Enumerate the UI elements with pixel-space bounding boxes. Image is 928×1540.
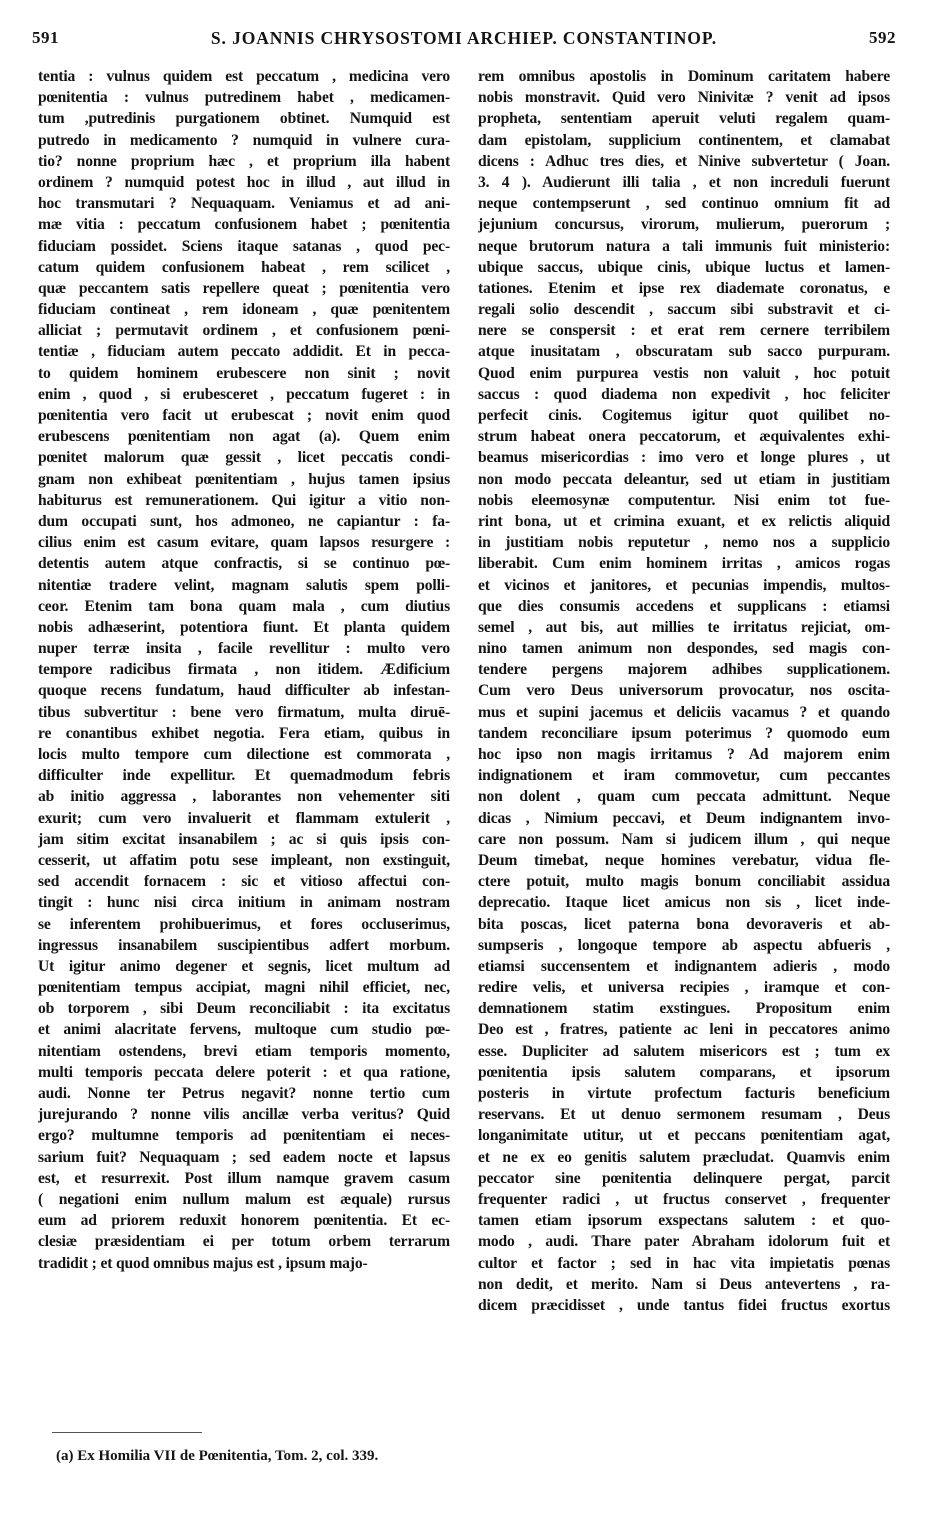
text-line: tempore radicibus firmata , non itidem. Ædificium bbox=[38, 661, 450, 679]
running-title: S. JOANNIS CHRYSOSTOMI ARCHIEP. CONSTANTINOP. bbox=[210, 28, 718, 48]
text-line: care non possum. Nam si judicem illum , qui neque bbox=[478, 830, 890, 848]
text-line: non modo peccata deleantur, sed ut etiam in justitiam bbox=[478, 470, 890, 488]
text-line: jam sitim excitat insanabilem ; ac si quis ipsis con- bbox=[38, 830, 450, 848]
text-line: ubique saccus, ubique cinis, ubique luctus et lamen- bbox=[478, 258, 890, 276]
text-line: posteris in virtute profectum facturis beneficium bbox=[478, 1085, 890, 1102]
text-line: semel , aut bis, aut millies te irritatus rejiciat, om- bbox=[478, 618, 890, 636]
text-line: sed accendit fornacem : sic et vitioso affectui con- bbox=[38, 873, 450, 891]
text-line: tentiæ , fiduciam autem peccato addidit. Et in pecca- bbox=[38, 343, 450, 361]
text-line: mus et supini jacemus et deliciis vacamus ? et quando bbox=[478, 703, 890, 721]
text-line: peccator sine pœnitentia delinquere pergat, parcit bbox=[478, 1169, 890, 1187]
text-line: Quod enim purpurea vestis non valuit , hoc potuit bbox=[478, 364, 890, 382]
text-line: perfecit cinis. Cogitemus igitur quot quilibet no- bbox=[478, 407, 890, 424]
text-line: atque inusitatam , obscuratam sub sacco purpuram. bbox=[478, 343, 890, 361]
text-line: sarium fuit? Nequaquam ; sed eadem nocte et lapsus bbox=[38, 1148, 450, 1166]
text-line: ctere potuit, multo magis bonum conciliabit assidua bbox=[478, 873, 890, 891]
text-line: jurejurando ? nonne vilis ancillæ verba veritus? Quid bbox=[38, 1106, 450, 1124]
text-line: in justitiam nobis reputetur , nemo nos a supplicio bbox=[478, 534, 890, 552]
text-line: erubescens pœnitentiam non agat (a). Quem enim bbox=[38, 428, 450, 446]
text-line: est, et resurrexit. Post illum namque gravem casum bbox=[38, 1169, 450, 1187]
text-line: ergo? multumne temporis ad pœnitentiam ei neces- bbox=[38, 1127, 450, 1145]
text-line: bita poscas, licet paterna bona devoraveris et ab- bbox=[478, 915, 890, 933]
text-line: rem omnibus apostolis in Dominum caritatem habere bbox=[478, 68, 890, 85]
page-number-right: 592 bbox=[869, 28, 896, 47]
text-line: cultor et factor ; sed in hac vita impietatis pœnas bbox=[478, 1254, 890, 1272]
text-line: nuper terræ insita , facile revellitur : multo vero bbox=[38, 640, 450, 658]
text-line: longanimitate utitur, ut et peccans pœnitentiam agat, bbox=[478, 1127, 890, 1145]
text-line: dicem præcidisset , unde tantus fidei fructus exortus bbox=[478, 1296, 890, 1314]
text-line: et ne ex eo genitis salutem præcludat. Quamvis enim bbox=[478, 1148, 890, 1166]
text-line: Deum timebat, neque homines verebatur, vidua fle- bbox=[478, 851, 890, 869]
text-line: non dolent , quam cum peccata admittunt. Neque bbox=[478, 788, 890, 806]
text-line: eum ad priorem reduxit honorem pœnitentia. Et ec- bbox=[38, 1212, 450, 1230]
text-line: tamen etiam ipsorum exspectans salutem : et quo- bbox=[478, 1212, 890, 1230]
text-line: dicens : Adhuc tres dies, et Ninive subvertetur ( Joan. bbox=[478, 152, 890, 170]
text-line: nitentiæ tradere velint, magnam salutis spem polli- bbox=[38, 576, 450, 594]
text-line: locis multo tempore cum dilectione est commorata , bbox=[38, 746, 450, 763]
text-line: deprecatio. Itaque licet amicus non sis , licet inde- bbox=[478, 894, 890, 912]
text-line: nobis adhæserint, potentiora fiunt. Et planta quidem bbox=[38, 618, 450, 636]
text-line: jejunium concursus, virorum, mulierum, puerorum ; bbox=[478, 216, 890, 234]
text-line: neque brutorum natura a tali immunis fuit ministerio: bbox=[478, 237, 890, 255]
text-line: pœnitentia vero facit ut erubescat ; novit enim quod bbox=[38, 407, 450, 424]
text-line: fiduciam possidet. Sciens itaque satanas , quod pec- bbox=[38, 237, 450, 255]
text-line: ab initio aggressa , laborantes non vehementer siti bbox=[38, 788, 450, 806]
text-line: enim , quod , si erubesceret , peccatum fugeret : in bbox=[38, 385, 450, 403]
footnote-rule bbox=[52, 1432, 202, 1433]
text-line: beamus misericordias : imo vero et longe plures , ut bbox=[478, 449, 890, 467]
text-line: esse. Dupliciter ad salutem misericors est ; tum ex bbox=[478, 1042, 890, 1060]
text-line: pœnitentia : vulnus putredinem habet , medicamen- bbox=[38, 89, 450, 107]
text-line: exurit; cum vero invaluerit et flammam extulerit , bbox=[38, 809, 450, 827]
text-line: liberabit. Cum enim hominem irritas , amicos rogas bbox=[478, 555, 890, 573]
footnote: (a) Ex Homilia VII de Pœnitentia, Tom. 2, col. 339. bbox=[56, 1448, 379, 1464]
text-line: redire velis, et universa recipies , iramque et con- bbox=[478, 979, 890, 997]
text-line: ordinem ? numquid potest hoc in illud , aut illud in bbox=[38, 173, 450, 191]
text-line: Deo est , fratres, patiente ac leni in peccatores animo bbox=[478, 1021, 890, 1039]
text-line: cesserit, ut affatim potu sese impleant, non exstinguit, bbox=[38, 851, 450, 869]
text-line: gnam non exhibeat pœnitentiam , hujus tamen ipsius bbox=[38, 470, 450, 488]
text-line: multi temporis peccata delere poterit : et qua ratione, bbox=[38, 1063, 450, 1081]
text-line: tationes. Etenim et ipse rex diademate coronatus, e bbox=[478, 279, 890, 297]
text-line: nino tamen animum non despondes, sed magis con- bbox=[478, 640, 890, 658]
text-line: fiduciam contineat , rem idoneam , quæ pœnitentem bbox=[38, 301, 450, 319]
text-line: strum habeat onera peccatorum, et æquivalentes exhi- bbox=[478, 428, 890, 446]
text-line: dum occupati sunt, hos admoneo, ne capiantur : fa- bbox=[38, 512, 450, 530]
text-line: nobis monstravit. Quid vero Ninivitæ ? venit ad ipsos bbox=[478, 89, 890, 107]
page-header bbox=[28, 28, 900, 58]
text-line: tio? nonne proprium hæc , et proprium illa habent bbox=[38, 152, 450, 170]
text-line: nobis eleemosynæ computentur. Nisi enim tot fue- bbox=[478, 491, 890, 509]
text-line: que dies consumis accedens et supplicans : etiamsi bbox=[478, 597, 890, 615]
text-line: saccus : quod diadema non expedivit , hoc feliciter bbox=[478, 385, 890, 403]
text-line: catum quidem confusionem habeat , rem scilicet , bbox=[38, 258, 450, 276]
text-line: cilius enim est casum evitare, quam lapsos resurgere : bbox=[38, 534, 450, 552]
text-line: propheta, sententiam aperuit veluti regalem quam- bbox=[478, 110, 890, 128]
text-line: hoc ipso non magis irritamus ? Ad majorem enim bbox=[478, 746, 890, 763]
text-line: quæ peccantem satis repellere queat ; pœnitentia vero bbox=[38, 279, 450, 297]
text-line: pœnitentiam tempus accipiat, magni nihil efficiet, nec, bbox=[38, 979, 450, 997]
text-line: non dedit, et merito. Nam si Deus antevertens , ra- bbox=[478, 1275, 890, 1293]
text-line: to quidem hominem erubescere non sinit ; novit bbox=[38, 364, 450, 382]
text-line: quoque recens fundatum, haud difficulter ab infestan- bbox=[38, 682, 450, 700]
text-line: etiamsi succensentem et indignantem adieris , modo bbox=[478, 957, 890, 975]
text-line: tandem reconciliare ipsum poterimus ? quomodo eum bbox=[478, 724, 890, 742]
text-line: ob torporem , sibi Deum reconciliabit : ita excitatus bbox=[38, 1000, 450, 1018]
text-line: neque contempserunt , sed continuo omnium fit ad bbox=[478, 195, 890, 213]
text-line: dam epistolam, supplicium continentem, et clamabat bbox=[478, 131, 890, 149]
text-line: nitentiam ostendens, brevi etiam temporis momento, bbox=[38, 1042, 450, 1060]
text-line: ingressus insanabilem suscipientibus adfert morbum. bbox=[38, 936, 450, 954]
text-line: se inferentem prohibuerimus, et fores occluserimus, bbox=[38, 915, 450, 933]
text-line: dicas , Nimium peccavi, et Deum indignantem invo- bbox=[478, 809, 890, 827]
text-line: audi. Nonne ter Petrus negavit? nonne tertio cum bbox=[38, 1085, 450, 1102]
text-line: modo , audi. Thare pater Abraham idolorum fuit et bbox=[478, 1233, 890, 1251]
text-line: clesiæ præsidentiam ei per totum orbem terrarum bbox=[38, 1233, 450, 1251]
text-line: tradidit ; et quod omnibus majus est , ipsum majo- bbox=[38, 1254, 368, 1272]
text-line: frequenter radici , ut fructus conservet , frequenter bbox=[478, 1190, 890, 1208]
text-line: hoc transmutari ? Nequaquam. Veniamus et ad ani- bbox=[38, 195, 450, 213]
text-line: ( negationi enim nullum malum est æquale) rursus bbox=[38, 1190, 450, 1208]
left-column bbox=[38, 66, 450, 1274]
text-line: regali solio descendit , saccum sibi substravit et ci- bbox=[478, 301, 890, 319]
text-line: tentia : vulnus quidem est peccatum , medicina vero bbox=[38, 68, 450, 85]
text-line: sumpseris , longoque tempore ab aspectu abfueris , bbox=[478, 936, 890, 954]
text-line: habiturus est remunerationem. Qui igitur a vitio non- bbox=[38, 491, 450, 509]
text-line: reservans. Et ut denuo sermonem resumam , Deus bbox=[478, 1106, 890, 1124]
text-line: rint bona, ut et crimina exuant, et ex relictis aliquid bbox=[478, 512, 890, 530]
text-line: tingit : hunc nisi circa initium in animam nostram bbox=[38, 894, 450, 912]
text-line: mæ vitia : peccatum confusionem habet ; pœnitentia bbox=[38, 216, 450, 234]
right-column bbox=[478, 66, 890, 1316]
text-line: nere se conspersit : et erat rem cernere terribilem bbox=[478, 322, 890, 340]
text-line: 3. 4 ). Audierunt illi talia , et non increduli fuerunt bbox=[478, 173, 890, 191]
text-line: detentis autem atque confractis, si se continuo pœ- bbox=[38, 555, 450, 573]
text-line: Ut igitur animo degener et segnis, licet multum ad bbox=[38, 957, 450, 975]
text-line: et animi alacritate fervens, multoque cum studio pœ- bbox=[38, 1021, 450, 1039]
text-line: re conantibus exhibet negotia. Fera etiam, quibus in bbox=[38, 724, 450, 742]
text-line: ceor. Etenim tam bona quam mala , cum diutius bbox=[38, 597, 450, 615]
page-number-left: 591 bbox=[32, 28, 59, 47]
text-line: tibus subvertitur : bene vero firmatum, multa diruē- bbox=[38, 703, 450, 721]
text-line: pœnitet malorum quæ gessit , licet peccatis condi- bbox=[38, 449, 450, 467]
text-line: putredo in medicamento ? numquid in vulnere cura- bbox=[38, 131, 450, 149]
text-line: tendere pergens majorem adhibes supplicationem. bbox=[478, 661, 890, 679]
text-line: difficulter inde expellitur. Et quemadmodum febris bbox=[38, 767, 450, 785]
text-line: indignationem et iram commovetur, cum peccantes bbox=[478, 767, 890, 785]
text-line: alliciat ; permutavit ordinem , et confusionem pœni- bbox=[38, 322, 450, 340]
text-line: tum ,putredinis purgationem obtinet. Numquid est bbox=[38, 110, 450, 128]
text-line: demnationem statim exstingues. Propositum enim bbox=[478, 1000, 890, 1018]
text-line: et vicinos et janitores, et pecunias impendis, multos- bbox=[478, 576, 890, 594]
text-line: pœnitentia ipsis salutem comparans, et ipsorum bbox=[478, 1063, 890, 1081]
text-line: Cum vero Deus universorum provocatur, nos oscita- bbox=[478, 682, 890, 700]
